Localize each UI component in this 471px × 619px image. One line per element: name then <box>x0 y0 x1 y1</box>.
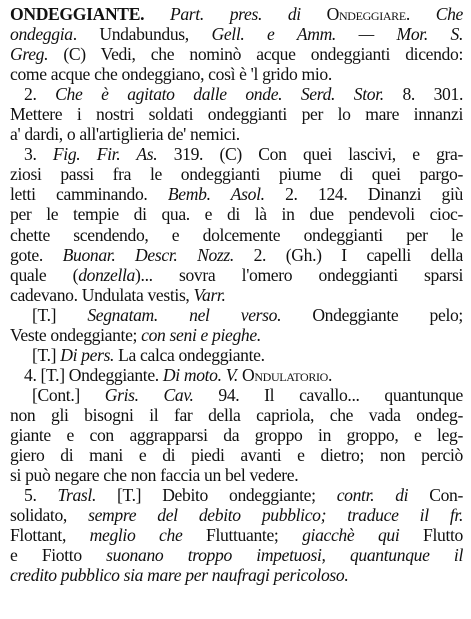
text-segment: Ondeggiante pelo; <box>281 304 463 325</box>
text-segment: Gris. Cav. <box>104 384 194 405</box>
text-segment: La calca ondeggiante. <box>114 344 265 365</box>
text-segment: . <box>405 4 436 24</box>
text-segment: Ondeggiare <box>326 4 406 24</box>
text-segment: 3. <box>24 144 53 165</box>
entry-line <box>10 325 463 345</box>
text-segment: [Cont.] <box>32 384 105 405</box>
headword: ONDEGGIANTE. <box>10 4 145 24</box>
text-segment: Part. pres. di <box>144 4 327 24</box>
text-segment: 4. [T.] Ondeggiante. <box>24 364 163 385</box>
text-segment: ondeggia <box>10 24 73 45</box>
text-segment: 8. 301. <box>383 84 463 105</box>
text-segment: ziosi passi fra le ondeggianti piume di quei pargo- <box>10 164 463 185</box>
text-segment: Che <box>435 4 463 24</box>
text-segment: chette scendendo, e dolcemente ondeggianti per le <box>10 224 463 245</box>
text-segment: (C) Vedi, che nominò acque ondeggianti dicendo: <box>48 44 463 65</box>
entry-line <box>10 305 463 325</box>
entry-line <box>10 245 463 265</box>
text-segment: a' dardi, o all'artiglieria de' nemici. <box>10 124 240 145</box>
text-segment: 5. <box>24 485 58 506</box>
text-segment: [T.] <box>32 344 61 365</box>
entry-line <box>10 24 463 44</box>
entry-line <box>10 525 463 545</box>
entry-line <box>10 465 463 485</box>
text-segment: cadevano. Undulata vestis, <box>10 284 194 305</box>
text-segment: letti camminando. <box>10 184 168 205</box>
text-segment: 319. (C) Con quei lascivi, e gra- <box>157 144 463 165</box>
entry-line <box>10 124 463 144</box>
entry-line <box>10 505 463 525</box>
text-segment: giero di mani e di piedi avanti e dietro; non perciò <box>10 445 463 466</box>
text-segment: non gli bisogni il far della capriola, che vada ondeg- <box>10 404 463 425</box>
entry-line <box>10 285 463 305</box>
text-segment: come acque che ondeggiano, così è 'l grido mio. <box>10 64 332 85</box>
text-segment: Che è agitato dalle onde. Serd. Stor. <box>55 84 384 105</box>
text-segment: Ondulatorio <box>241 364 328 385</box>
text-segment: e Fiotto <box>10 545 107 566</box>
text-segment: Varr. <box>193 284 226 305</box>
text-segment: 2. (Gh.) I capelli della <box>233 244 463 265</box>
entry-line <box>10 345 463 365</box>
text-segment: 2. 124. Dinanzi giù <box>264 184 463 205</box>
text-segment: Flottant, <box>10 525 90 546</box>
text-segment: )... sovra l'omero ondeggianti sparsi <box>135 264 463 285</box>
text-segment: Con- <box>408 485 463 506</box>
text-segment: Di moto. V. <box>162 364 238 385</box>
text-segment: solidato, <box>10 505 89 526</box>
entry-line <box>10 44 463 64</box>
text-segment: Fig. Fir. As. <box>52 144 158 165</box>
entry-line <box>10 545 463 565</box>
entry-line <box>10 204 463 224</box>
text-segment: . Undabundus, <box>72 24 212 45</box>
entry-line <box>10 385 463 405</box>
text-segment: suonano troppo impetuosi, quantunque il <box>106 545 463 566</box>
entry-line <box>10 184 463 204</box>
text-segment: Segnatam. nel verso. <box>87 304 282 325</box>
text-segment: gote. <box>10 244 63 265</box>
text-segment: Veste ondeggiante; <box>10 324 142 345</box>
text-segment: con seni e pieghe. <box>141 324 261 345</box>
text-segment: Fluttuante; <box>182 525 303 546</box>
entry-line <box>10 445 463 465</box>
entry-line <box>10 64 463 84</box>
entry-line <box>10 405 463 425</box>
text-segment: donzella <box>78 264 136 285</box>
text-segment: credito pubblico sia mare per naufragi pericoloso. <box>10 565 349 586</box>
text-segment: giacchè qui <box>302 525 400 546</box>
entry-line <box>10 104 463 124</box>
text-segment: meglio che <box>89 525 183 546</box>
text-segment: sempre del debito pubblico; traduce il fr. <box>88 505 463 526</box>
text-segment: Bemb. Asol. <box>167 184 265 205</box>
entry-line <box>10 144 463 164</box>
entry-line <box>10 265 463 285</box>
text-segment: [T.] Debito ondeggiante; <box>96 485 337 506</box>
entry-line <box>10 225 463 245</box>
entry-line <box>10 485 463 505</box>
text-segment: Greg. <box>10 44 49 65</box>
entry-line <box>10 565 463 585</box>
entry-line <box>10 164 463 184</box>
text-segment: Mettere i nostri soldati ondeggianti per lo mare innanzi <box>10 104 463 125</box>
entry-line <box>10 84 463 104</box>
text-segment: quale ( <box>10 264 79 285</box>
text-segment: 94. Il cavallo... quantunque <box>193 384 463 405</box>
text-segment: 2. <box>24 84 56 105</box>
text-segment: [T.] <box>32 304 88 325</box>
text-segment: Flutto <box>399 525 463 546</box>
entry-line <box>10 4 463 24</box>
text-segment: Trasl. <box>57 485 97 506</box>
text-segment: Buonar. Descr. Nozz. <box>62 244 234 265</box>
text-segment: Gell. e Amm. — Mor. S. <box>211 24 463 45</box>
text-segment: giante e con aggrapparsi da groppo in groppo, e leg- <box>10 424 463 445</box>
dictionary-entry-ondeggiante <box>10 4 463 585</box>
text-segment: . <box>327 364 332 385</box>
text-segment: si può negare che non faccia un bel vedere. <box>10 465 299 486</box>
text-segment: Di pers. <box>60 344 115 365</box>
text-segment: contr. di <box>336 485 409 506</box>
text-segment: per le tempie di qua. e di là in due pendevoli cioc- <box>10 204 463 225</box>
entry-line <box>10 425 463 445</box>
entry-line <box>10 365 463 385</box>
